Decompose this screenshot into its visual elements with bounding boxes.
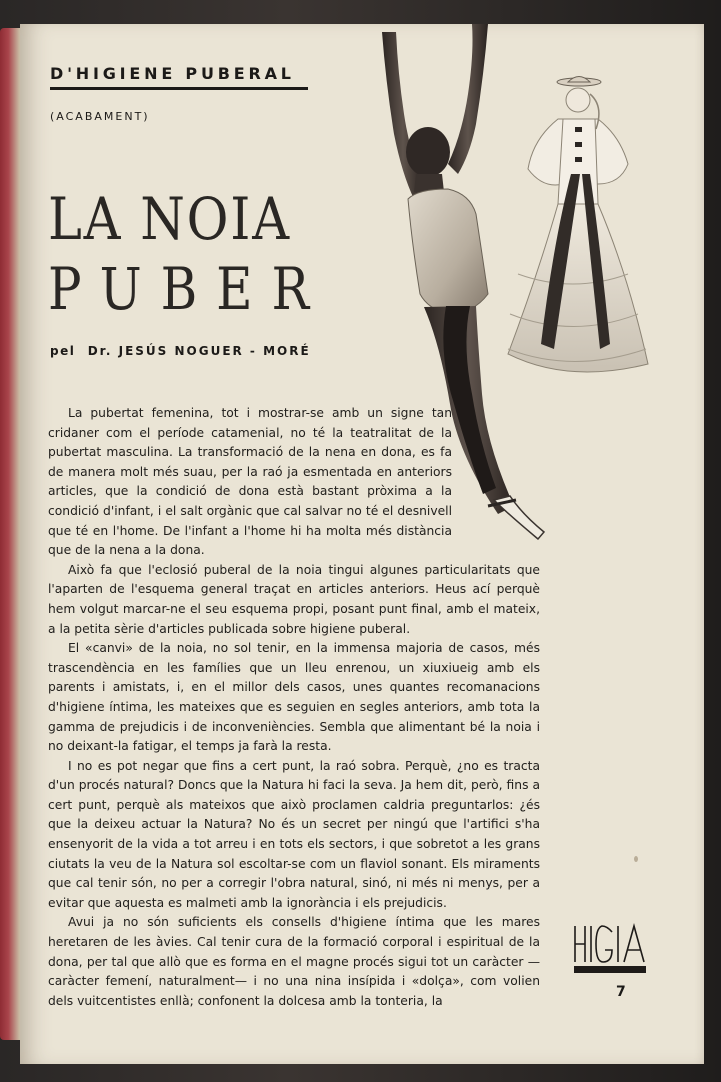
paper-spot <box>634 856 638 862</box>
article-title <box>48 184 374 324</box>
magazine-page <box>20 24 704 1064</box>
section-rule <box>50 87 308 90</box>
article-title-line-2: PUBER <box>48 255 328 323</box>
byline-prefix: pel <box>50 344 76 358</box>
page-number: 7 <box>616 984 626 1000</box>
byline-author: Dr. JESÚS NOGUER - MORÉ <box>87 344 311 358</box>
lady-drawing <box>508 77 648 373</box>
paragraph: Avui ja no són suficients els consells d'higiene íntima que les mares heretaren de les àvies. Cal tenir cura de la formació corporal i espiritual de la dona, per tal que allò que es forma en el magne procés sigui tot un caràcter —caràcter femení, naturalment— i no una nina insípida i «dolça», com volien dels vuitcentistes enllà; confonent la dolcesa amb la tonteria, la <box>48 915 540 1008</box>
paragraph: El «canvi» de la noia, no sol tenir, en la immensa majoria de casos, més trascendència en les famílies que un lleu enrenou, un xiuxiueig amb els parents i amistats, i, en el millor dels casos, unes quantes recomanacions d'higiene íntima, les mateixes que es seguien en segles anteriors, amb tota la gamma de prejudicis i de inconveniències. Sembla que alimentant bé la noia i no deixant-la fatigar, el temps ja farà la resta. <box>48 641 540 754</box>
higia-logo-graphic <box>572 922 650 976</box>
article-body <box>48 404 540 1011</box>
paragraph: Això fa que l'eclosió puberal de la noia tingui algunes particularitats que l'aparten de l'esquema general traçat en articles anteriors. Heus ací perquè hem volgut marcar-ne el seu esquema propi, posant punt final, amb el mateix, a la petita sèrie d'articles publicada sobre higiene puberal. <box>48 562 540 636</box>
section-subtitle: (ACABAMENT) <box>50 110 150 123</box>
byline <box>50 344 311 358</box>
section-title: D'HIGIENE PUBERAL <box>50 64 295 83</box>
paragraph: I no es pot negar que fins a cert punt, la raó sobra. Perquè, ¿no es tracta d'un procés natural? Doncs que la Natura hi faci la seva. Ja hem dit, però, fins a cert punt, perquè als mateixos que això proclamen caldria preguntarlos: ¿és que la deixeu actuar la Natura? No és un secret per ningú que l'artifici s'ha ensenyorit de la vida a tot arreu i en tots els sectors, i que sobretot a les grans ciutats la veu de la Natura sol escoltar-se com un flaviol sonant. Els miraments que cal tenir són, no per a corregir l'obra natural, sinó, ni més ni menys, per a evitar que aquesta es malmeti amb la ignorància i els prejudicis. <box>48 758 540 910</box>
article-title-line-1: LA NOIA <box>48 185 291 253</box>
higia-logo <box>572 922 650 981</box>
paragraph: La pubertat femenina, tot i mostrar-se amb un signe tan cridaner com el període catamenial, no té la teatralitat de la pubertat masculina. La transformació de la nena en dona, es fa de manera molt més suau, per la raó ja esmentada en anteriors articles, que la condició de dona està bastant pròxima a la condició d'infant, i el salt orgànic que cal salvar no té el desnivell que té en l'home. De l'infant a l'home hi ha molta més distància que de la nena a la dona. <box>48 406 452 558</box>
